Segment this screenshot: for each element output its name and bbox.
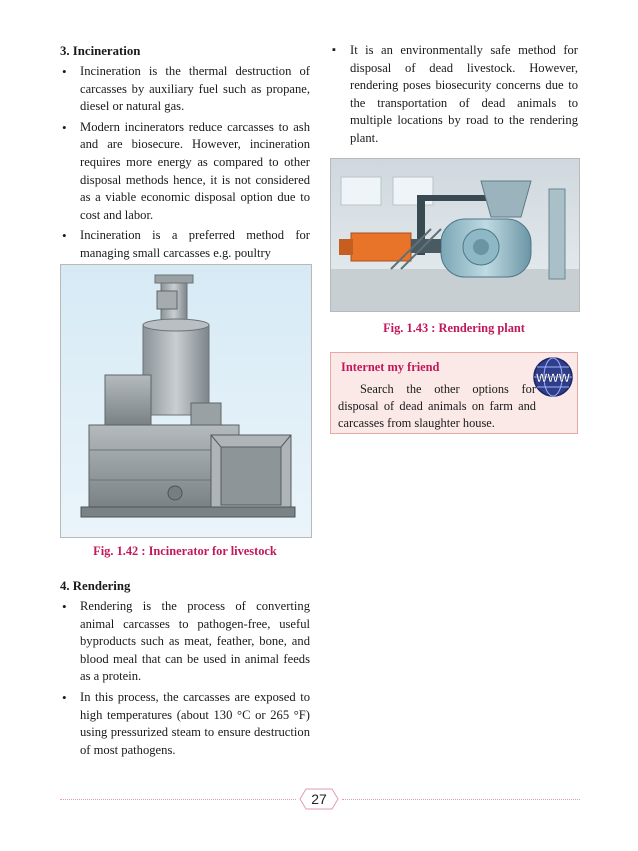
internet-box-text: Search the other options for disposal of dead animals on farm and carcasses from slaughter house.	[338, 382, 536, 430]
rendering-plant-photo	[330, 158, 580, 312]
page-number: 27	[311, 791, 327, 807]
incinerator-caption: Fig. 1.42 : Incinerator for livestock	[93, 544, 277, 558]
incineration-list	[60, 63, 310, 263]
list-item: ▪ It is an environmentally safe method for disposal of dead livestock. However, rendering poses biosecurity concerns due to the transportation of dead animals to multiple locations by road to the rendering plant.	[330, 42, 578, 148]
incinerator-photo	[60, 264, 312, 538]
footer-rule-right	[342, 799, 580, 800]
rendering-list-continued	[330, 42, 578, 148]
footer-rule-left	[60, 799, 296, 800]
right-column	[330, 42, 578, 151]
rendering-list	[60, 598, 310, 759]
globe-icon	[531, 355, 575, 399]
incinerator-illustration	[61, 265, 311, 537]
left-column	[60, 42, 310, 266]
internet-box-title: Internet my friend	[341, 360, 440, 374]
page-number-badge	[296, 788, 342, 810]
list-item: • Modern incinerators reduce carcasses to ash and are biosecure. However, incineration requires more energy as compared to other disposal methods hence, it is not considered as a viable economic disposal option due to cost and labor.	[60, 119, 310, 225]
list-item: • Incineration is the thermal destruction of carcasses by auxiliary fuel such as propane, diesel or natural gas.	[60, 63, 310, 116]
rendering-section	[60, 577, 310, 762]
svg-text:WWW: WWW	[536, 371, 570, 385]
list-item: • Incineration is a preferred method for managing small carcasses e.g. poultry	[60, 227, 310, 262]
rendering-heading: 4. Rendering	[60, 579, 131, 593]
rendering-plant-caption: Fig. 1.43 : Rendering plant	[383, 321, 525, 335]
list-item: • Rendering is the process of converting animal carcasses to pathogen-free, useful byproducts such as meat, feather, bone, and blood meal that can be used in animal feeds as a protein.	[60, 598, 310, 686]
internet-my-friend-box	[330, 352, 578, 434]
rendering-plant-illustration	[331, 159, 579, 311]
list-item: • In this process, the carcasses are exposed to high temperatures (about 130 °C or 265 °F) using pressurized steam to ensure destruction of most pathogens.	[60, 689, 310, 759]
incineration-heading: 3. Incineration	[60, 44, 141, 58]
